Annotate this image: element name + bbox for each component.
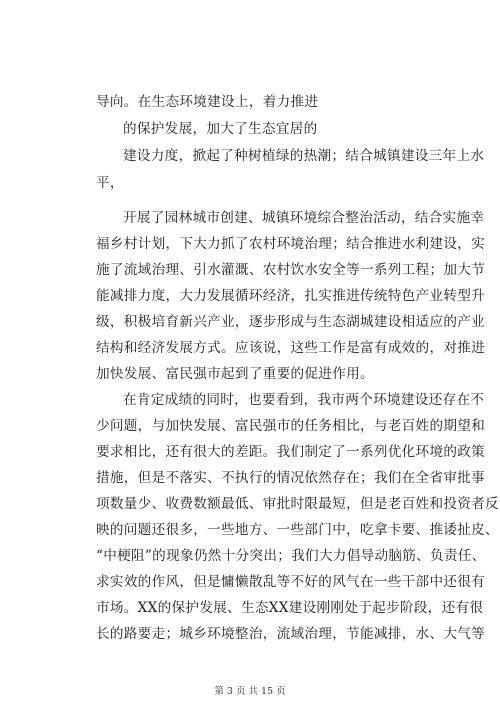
- text-line: 项数量少、收费数额最低、审批时限最短，但是老百姓和投资者反: [96, 496, 499, 512]
- text-line: 建设力度，掀起了种树植绿的热潮；结合城镇建设三年上水: [123, 148, 485, 164]
- text-line: 映的问题还很多，一些地方、一些部门中，吃拿卡要、推诿扯皮、: [96, 522, 499, 538]
- text-line: 结构和经济发展方式。应该说，这些工作是富有成效的，对推进: [96, 340, 486, 356]
- text-line: 福乡村计划，下大力抓了农村环境治理；结合推进水利建设，实: [96, 236, 486, 252]
- text-line: 长的路要走；城乡环境整治，流域治理，节能减排，水、大气等: [96, 626, 486, 642]
- text-line: 要求相比，还有很大的差距。我们制定了一系列优化环境的政策: [96, 444, 486, 460]
- text-line: 平，: [96, 175, 124, 191]
- text-line: 级，积极培育新兴产业，逐步形成与生态湖城建设相适应的产业: [96, 314, 486, 330]
- text-line: 开展了园林城市创建、城镇环境综合整治活动，结合实施幸: [123, 210, 485, 226]
- text-line: 措施，但是不落实、不执行的情况依然存在；我们在全省审批事: [96, 470, 486, 486]
- text-line: 导向。在生态环境建设上，着力推进: [96, 94, 319, 110]
- text-line: 施了流域治理、引水灌溉、农村饮水安全等一系列工程；加大节: [96, 262, 486, 278]
- text-line: 的保护发展，加大了生态宜居的: [123, 121, 318, 137]
- page-number-footer: 第 3 页 共 15 页: [214, 686, 286, 697]
- text-line: 加快发展、富民强市起到了重要的促进作用。: [96, 366, 374, 382]
- text-line: 市场。XX的保护发展、生态XX建设刚刚处于起步阶段，还有很: [96, 600, 484, 616]
- text-line: 在肯定成绩的同时，也要看到，我市两个环境建设还存在不: [123, 392, 485, 408]
- text-line: 少问题，与加快发展、富民强市的任务相比，与老百姓的期望和: [96, 418, 486, 434]
- text-line: 求实效的作风，但是慵懒散乱等不好的风气在一些干部中还很有: [96, 574, 486, 590]
- text-line: “中梗阻”的现象仍然十分突出；我们大力倡导动脑筋、负责任、: [96, 548, 486, 564]
- text-line: 能减排力度，大力发展循环经济，扎实推进传统特色产业转型升: [96, 288, 486, 304]
